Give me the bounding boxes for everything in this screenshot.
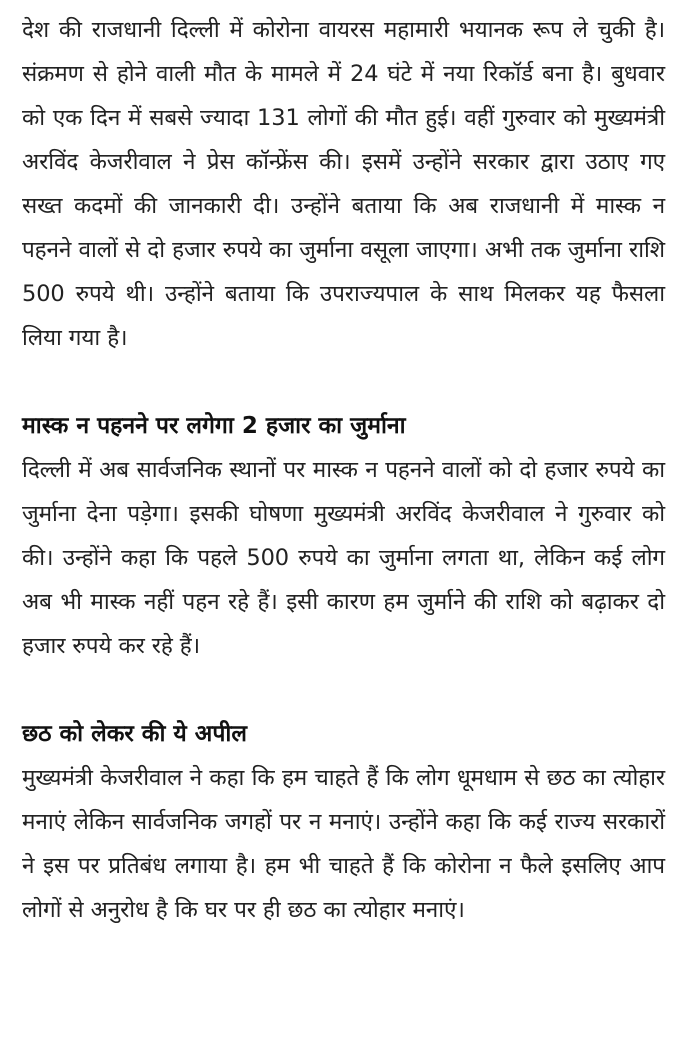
section-body-mask-fine: दिल्ली में अब सार्वजनिक स्थानों पर मास्क न पहनने वालों को दो हजार रुपये का जुर्माना देना पड़ेगा। इसकी घोषणा मुख्यमंत्री अरविंद केजरीवाल ने गुरुवार को की। उन्होंने कहा कि पहले 500 रुपये का जुर्माना लगता था, लेकिन कई लोग अब भी मास्क नहीं पहन रहे हैं। इसी कारण हम जुर्माने की राशि को बढ़ाकर दो हजार रुपये कर रहे हैं। — [22, 457, 665, 659]
section-heading-chhath-appeal: छठ को लेकर की ये अपील — [22, 721, 247, 747]
paragraph-spacer — [22, 668, 665, 712]
intro-paragraph: देश की राजधानी दिल्ली में कोरोना वायरस महामारी भयानक रूप ले चुकी है। संक्रमण से होने वाली मौत के मामले में 24 घंटे में नया रिकॉर्ड बना है। बुधवार को एक दिन में सबसे ज्यादा 131 लोगों की मौत हुई। वहीं गुरुवार को मुख्यमंत्री अरविंद केजरीवाल ने प्रेस कॉन्फ्रेंस की। इसमें उन्होंने सरकार द्वारा उठाए गए सख्त कदमों की जानकारी दी। उन्होंने बताया कि अब राजधानी में मास्क न पहनने वालों से दो हजार रुपये का जुर्माना वसूला जाएगा। अभी तक जुर्माना राशि 500 रुपये थी। उन्होंने बताया कि उपराज्यपाल के साथ मिलकर यह फैसला लिया गया है। — [22, 17, 665, 351]
paragraph-spacer — [22, 360, 665, 404]
section-heading-mask-fine: मास्क न पहनने पर लगेगा 2 हजार का जुर्माना — [22, 413, 406, 439]
section-body-chhath-appeal: मुख्यमंत्री केजरीवाल ने कहा कि हम चाहते हैं कि लोग धूमधाम से छठ का त्योहार मनाएं लेकिन सार्वजनिक जगहों पर न मनाएं। उन्होंने कहा कि कई राज्य सरकारों ने इस पर प्रतिबंध लगाया है। हम भी चाहते हैं कि कोरोना न फैले इसलिए आप लोगों से अनुरोध है कि घर पर ही छठ का त्योहार मनाएं। — [22, 765, 665, 923]
